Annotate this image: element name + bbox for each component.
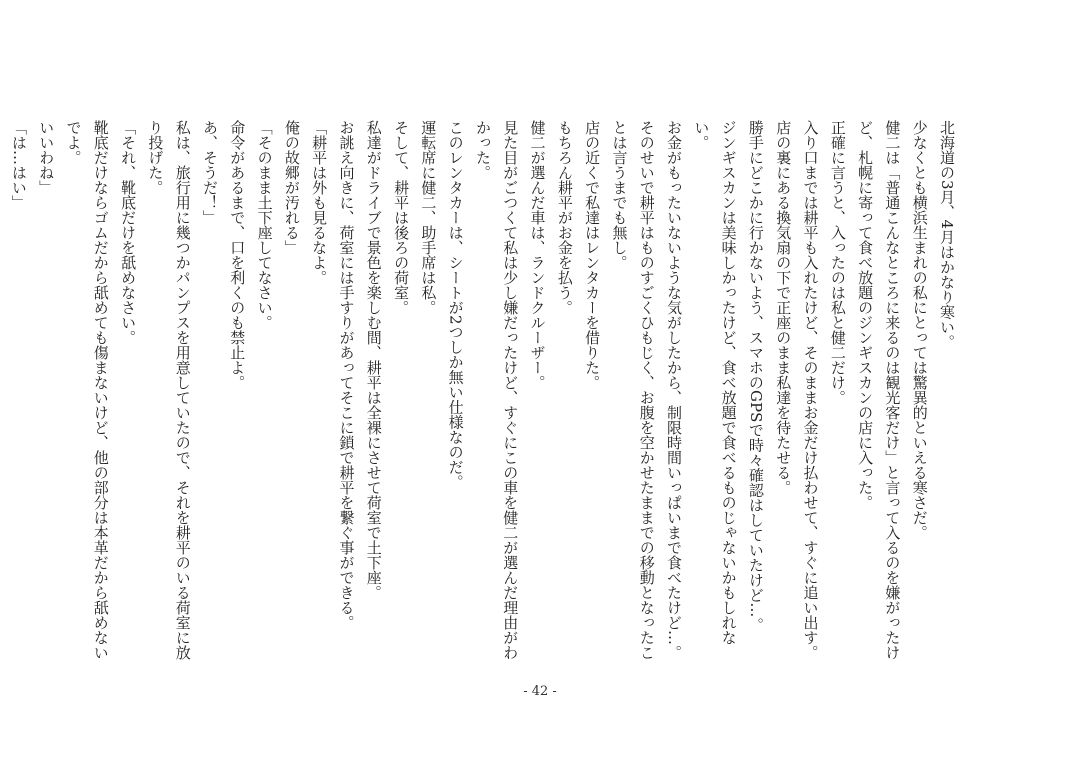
text-line: 店の裏にある換気扇の下で正座のまま私達を待たせる。: [774, 120, 793, 495]
text-line: 「耕平は外も見るなよ。: [310, 120, 329, 285]
text-line: 俺の故郷が汚れる」: [282, 120, 301, 255]
text-line: 私達がドライブで景色を楽しむ間、耕平は全裸にさせて荷室で土下座。: [364, 120, 383, 600]
text-line: 私は、旅行用に幾つかパンプスを用意していたので、それを耕平のいる荷室に放り投げた。: [146, 120, 192, 660]
text-line: 入り口までは耕平も入れたけど、そのままお金だけ払わせて、すぐに追い出す。: [801, 120, 820, 660]
text-line: もちろん耕平がお金を払う。: [555, 120, 574, 315]
text-line: 「それ、靴底だけを舐めなさい。: [119, 120, 138, 345]
text-line: 北海道の3月、4月はかなり寒い。: [938, 120, 956, 350]
text-line: 靴底だけならゴムだから舐めても傷まないけど、他の部分は本革だから舐めないでよ。: [64, 120, 110, 660]
text-line: ジンギスカンは美味しかったけど、食べ放題で食べるものじゃないかもしれない。: [692, 120, 738, 645]
text-line: 見た目がごつくて私は少し嫌だったけど、すぐにこの車を健二が選んだ理由がわかった。: [473, 120, 520, 660]
text-line: [0, 120, 5, 660]
text-line: このレンタカーは、シートが2つしか無い仕様なのだ。: [446, 120, 465, 490]
text-line: 店の近くで私達はレンタカーを借りた。: [583, 120, 602, 390]
text-line: 健二が選んだ車は、ランドクルーザー。: [528, 120, 547, 390]
text-line: お金がもったいないような気がしたから、制限時間いっぱいまで食べたけど…。: [665, 120, 684, 660]
text-line: あ、そうだ！」: [200, 120, 219, 225]
text-line: 勝手にどこかに行かないよう、スマホのGPSで時々確認はしていたけど…。: [746, 120, 765, 633]
page-number: - 42 -: [523, 684, 557, 699]
text-line: そのせいで耕平はものすごくひもじく、お腹を空かせたままでの移動となったことは言うまでも無し。: [610, 120, 656, 660]
text-line: お誂え向きに、荷室には手すりがあってそこに鎖で耕平を繋ぐ事ができる。: [337, 120, 356, 630]
text-line: 「そのまま土下座してなさい。: [255, 120, 274, 330]
text-line: 運転席に健二、助手席は私。: [419, 120, 438, 315]
text-line: 「は…はい」: [9, 120, 28, 210]
text-line: 命令があるまで、口を利くのも禁止よ。: [228, 120, 247, 390]
text-line: 少なくとも横浜生まれの私にとっては驚異的といえる寒さだ。: [910, 120, 929, 540]
vertical-text-body: [9, 120, 960, 660]
text-line: 健二は「普通こんなところに来るのは観光客だけ」と言って入るのを嫌がったけど、札幌に寄って食べ放題のジンギスカンの店に入った。: [856, 120, 902, 660]
text-line: いいわね」: [37, 120, 56, 195]
text-line: そして、耕平は後ろの荷室。: [392, 120, 411, 315]
text-line: 正確に言うと、入ったのは私と健二だけ。: [828, 120, 847, 405]
